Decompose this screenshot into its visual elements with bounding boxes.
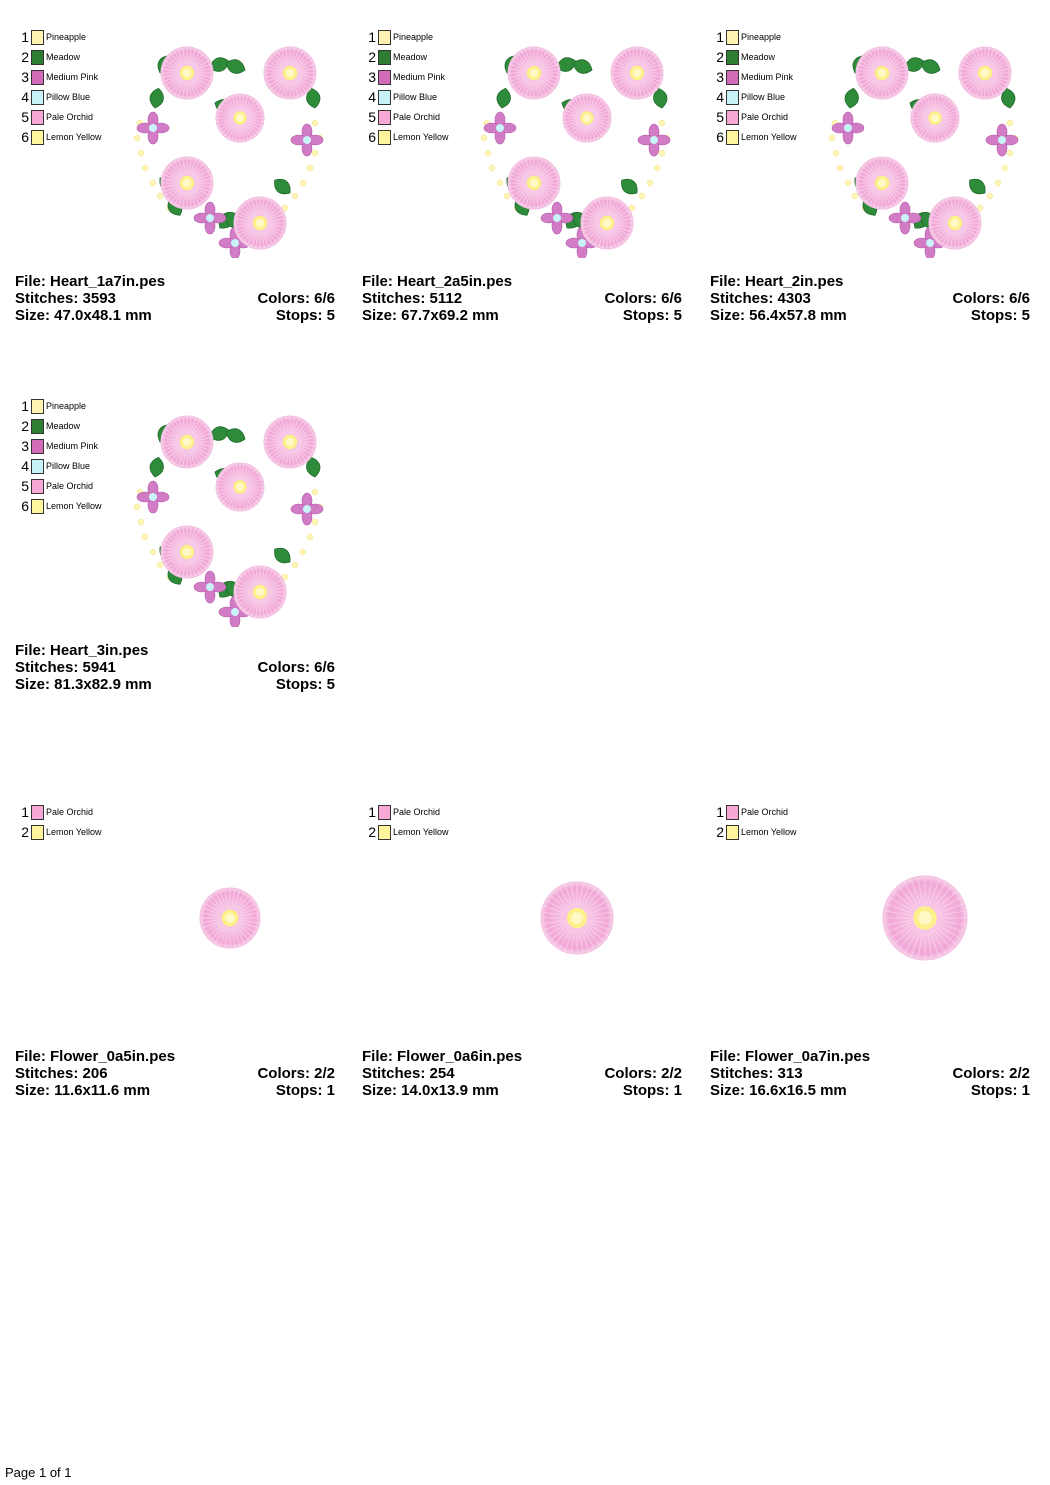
color-swatch [378, 825, 391, 840]
legend-number: 1 [368, 804, 376, 820]
bead-dot [504, 193, 510, 199]
bead-dot [647, 180, 653, 186]
bead-dot [307, 165, 313, 171]
stitch-count: Stitches: 254 [362, 1065, 455, 1082]
legend-color-name: Pale Orchid [393, 807, 441, 817]
color-count: Colors: 2/2 [604, 1065, 682, 1082]
color-count: Colors: 6/6 [257, 290, 335, 307]
design-size: Size: 56.4x57.8 mm [710, 307, 847, 324]
pink-flower [611, 47, 663, 99]
pink-flower [234, 197, 286, 249]
stop-count: Stops: 5 [275, 307, 335, 324]
color-swatch [31, 419, 44, 434]
legend-color-name: Lemon Yellow [46, 827, 102, 837]
color-swatch [378, 130, 391, 145]
legend-number: 4 [716, 89, 724, 105]
legend-color-name: Lemon Yellow [46, 501, 102, 511]
pink-flower [200, 888, 260, 948]
color-swatch [31, 110, 44, 125]
legend-number: 6 [21, 129, 29, 145]
stop-count: Stops: 5 [275, 676, 335, 693]
bead-dot [142, 534, 148, 540]
small-purple-flower [832, 112, 864, 144]
flower-design [810, 803, 1040, 1033]
color-count: Colors: 2/2 [952, 1065, 1030, 1082]
bead-dot [134, 135, 140, 141]
legend-color-name: Medium Pink [46, 72, 99, 82]
pink-flower [959, 47, 1011, 99]
color-swatch [726, 90, 739, 105]
pink-flower [929, 197, 981, 249]
legend-color-name: Pale Orchid [46, 481, 94, 491]
legend-number: 4 [21, 89, 29, 105]
pink-flower [234, 566, 286, 618]
stop-count: Stops: 5 [622, 307, 682, 324]
legend-color-name: Pale Orchid [46, 112, 94, 122]
legend-color-name: Lemon Yellow [741, 827, 797, 837]
legend-number: 1 [21, 29, 29, 45]
pink-flower [883, 876, 967, 960]
legend-number: 4 [368, 89, 376, 105]
design-info [710, 273, 1030, 324]
legend-color-name: Lemon Yellow [393, 132, 449, 142]
small-purple-flower [137, 481, 169, 513]
design-size: Size: 11.6x11.6 mm [15, 1082, 151, 1099]
legend-number: 2 [21, 49, 29, 65]
design-size: Size: 47.0x48.1 mm [15, 307, 152, 324]
bead-dot [138, 150, 144, 156]
leaf-icon [843, 87, 860, 109]
pink-flower [856, 157, 908, 209]
legend-color-name: Meadow [741, 52, 776, 62]
bead-dot [292, 193, 298, 199]
small-purple-flower [638, 124, 670, 156]
color-count: Colors: 2/2 [257, 1065, 335, 1082]
color-swatch [31, 439, 44, 454]
stitch-count: Stitches: 313 [710, 1065, 803, 1082]
color-swatch [31, 90, 44, 105]
file-name: File: Heart_1a7in.pes [15, 273, 166, 290]
legend-number: 4 [21, 458, 29, 474]
legend-number: 6 [716, 129, 724, 145]
color-count: Colors: 6/6 [257, 659, 335, 676]
color-swatch [378, 70, 391, 85]
bead-dot [292, 562, 298, 568]
legend-color-name: Pale Orchid [741, 112, 789, 122]
page-number: Page 1 of 1 [5, 1465, 72, 1480]
color-count: Colors: 6/6 [952, 290, 1030, 307]
heart-wreath-design [115, 28, 345, 258]
legend-color-name: Pale Orchid [741, 807, 789, 817]
legend-color-name: Meadow [46, 52, 81, 62]
design-size: Size: 16.6x16.5 mm [710, 1082, 847, 1099]
legend-number: 2 [21, 418, 29, 434]
legend-color-name: Pineapple [741, 32, 782, 42]
pink-flower [161, 416, 213, 468]
bead-dot [142, 165, 148, 171]
bead-dot [312, 519, 318, 525]
legend-color-name: Pillow Blue [393, 92, 438, 102]
legend-number: 2 [21, 824, 29, 840]
color-swatch [726, 805, 739, 820]
leaf-icon [270, 544, 294, 567]
bead-dot [659, 150, 665, 156]
design-card-4 [15, 397, 345, 737]
bead-dot [829, 135, 835, 141]
bead-dot [157, 562, 163, 568]
design-size: Size: 81.3x82.9 mm [15, 676, 152, 693]
pink-flower [563, 94, 611, 142]
legend-number: 5 [21, 109, 29, 125]
bead-dot [995, 180, 1001, 186]
legend-number: 3 [21, 438, 29, 454]
design-card-5 [15, 803, 345, 1143]
pink-flower [264, 47, 316, 99]
legend-number: 3 [368, 69, 376, 85]
bead-dot [837, 165, 843, 171]
bead-dot [481, 135, 487, 141]
leaf-icon [495, 87, 512, 109]
bead-dot [138, 519, 144, 525]
pink-flower [911, 94, 959, 142]
pink-flower [264, 416, 316, 468]
file-name: File: Heart_2a5in.pes [362, 273, 513, 290]
bead-dot [307, 534, 313, 540]
design-card-3 [710, 28, 1040, 368]
small-purple-flower [889, 202, 921, 234]
bead-dot [150, 180, 156, 186]
color-swatch [726, 825, 739, 840]
color-swatch [31, 459, 44, 474]
design-info [362, 273, 682, 324]
bead-dot [654, 165, 660, 171]
small-purple-flower [484, 112, 516, 144]
small-purple-flower [291, 124, 323, 156]
stitch-count: Stitches: 5112 [362, 290, 463, 307]
stop-count: Stops: 1 [622, 1082, 682, 1099]
color-swatch [31, 479, 44, 494]
stop-count: Stops: 1 [275, 1082, 335, 1099]
legend-color-name: Lemon Yellow [46, 132, 102, 142]
pink-flower [508, 47, 560, 99]
bead-dot [150, 549, 156, 555]
pink-flower [856, 47, 908, 99]
design-size: Size: 67.7x69.2 mm [362, 307, 499, 324]
design-info [362, 1048, 682, 1099]
legend-color-name: Medium Pink [741, 72, 794, 82]
bead-dot [1007, 120, 1013, 126]
bead-dot [833, 150, 839, 156]
bead-dot [485, 150, 491, 156]
legend-number: 3 [716, 69, 724, 85]
stitch-count: Stitches: 3593 [15, 290, 116, 307]
bead-dot [134, 504, 140, 510]
color-swatch [378, 805, 391, 820]
color-swatch [31, 805, 44, 820]
color-swatch [31, 499, 44, 514]
heart-wreath-design [115, 397, 345, 627]
small-purple-flower [291, 493, 323, 525]
bead-dot [489, 165, 495, 171]
legend-number: 3 [21, 69, 29, 85]
heart-wreath-design [462, 28, 692, 258]
legend-color-name: Pillow Blue [46, 92, 91, 102]
bead-dot [300, 180, 306, 186]
pink-flower [581, 197, 633, 249]
legend-number: 6 [21, 498, 29, 514]
legend-number: 5 [21, 478, 29, 494]
legend-color-name: Medium Pink [393, 72, 446, 82]
bead-dot [1007, 150, 1013, 156]
pink-flower [161, 526, 213, 578]
legend-color-name: Pillow Blue [741, 92, 786, 102]
bead-dot [157, 193, 163, 199]
design-info [15, 642, 335, 693]
small-purple-flower [194, 202, 226, 234]
design-size: Size: 14.0x13.9 mm [362, 1082, 499, 1099]
color-swatch [378, 50, 391, 65]
legend-color-name: Pineapple [46, 32, 87, 42]
stop-count: Stops: 1 [970, 1082, 1030, 1099]
color-swatch [726, 70, 739, 85]
legend-color-name: Lemon Yellow [741, 132, 797, 142]
bead-dot [312, 489, 318, 495]
legend-number: 1 [368, 29, 376, 45]
pink-flower [161, 157, 213, 209]
color-swatch [726, 110, 739, 125]
legend-number: 2 [368, 49, 376, 65]
color-swatch [31, 70, 44, 85]
small-purple-flower [986, 124, 1018, 156]
color-count: Colors: 6/6 [604, 290, 682, 307]
flower-design [462, 803, 692, 1033]
design-info [15, 1048, 335, 1099]
legend-number: 1 [21, 398, 29, 414]
legend-number: 5 [716, 109, 724, 125]
legend-number: 2 [716, 824, 724, 840]
bead-dot [300, 549, 306, 555]
legend-number: 2 [368, 824, 376, 840]
pink-flower [216, 463, 264, 511]
color-swatch [31, 130, 44, 145]
file-name: File: Flower_0a7in.pes [710, 1048, 871, 1065]
color-swatch [726, 130, 739, 145]
legend-color-name: Pale Orchid [46, 807, 94, 817]
pink-flower [541, 882, 613, 954]
color-swatch [726, 30, 739, 45]
color-swatch [378, 90, 391, 105]
leaf-icon [148, 87, 165, 109]
small-purple-flower [541, 202, 573, 234]
design-card-2 [362, 28, 692, 368]
stitch-count: Stitches: 4303 [710, 290, 811, 307]
bead-dot [845, 180, 851, 186]
design-info [710, 1048, 1030, 1099]
leaf-icon [617, 175, 641, 198]
design-card-6 [362, 803, 692, 1143]
leaf-icon [148, 456, 165, 478]
bead-dot [312, 120, 318, 126]
flower-design [115, 803, 345, 1033]
leaf-icon [965, 175, 989, 198]
legend-color-name: Meadow [393, 52, 428, 62]
stop-count: Stops: 5 [970, 307, 1030, 324]
small-purple-flower [194, 571, 226, 603]
color-swatch [378, 30, 391, 45]
bead-dot [639, 193, 645, 199]
color-swatch [726, 50, 739, 65]
legend-color-name: Pineapple [393, 32, 434, 42]
bead-dot [659, 120, 665, 126]
legend-number: 1 [21, 804, 29, 820]
stitch-count: Stitches: 206 [15, 1065, 108, 1082]
legend-color-name: Pale Orchid [393, 112, 441, 122]
small-purple-flower [137, 112, 169, 144]
legend-number: 5 [368, 109, 376, 125]
pink-flower [508, 157, 560, 209]
legend-number: 2 [716, 49, 724, 65]
file-name: File: Flower_0a5in.pes [15, 1048, 176, 1065]
file-name: File: Heart_3in.pes [15, 642, 149, 659]
design-card-7 [710, 803, 1040, 1143]
legend-color-name: Meadow [46, 421, 81, 431]
bead-dot [1002, 165, 1008, 171]
legend-number: 6 [368, 129, 376, 145]
leaf-icon [270, 175, 294, 198]
heart-wreath-design [810, 28, 1040, 258]
file-name: File: Heart_2in.pes [710, 273, 844, 290]
color-swatch [31, 30, 44, 45]
pink-flower [161, 47, 213, 99]
color-swatch [31, 50, 44, 65]
legend-color-name: Pillow Blue [46, 461, 91, 471]
color-swatch [378, 110, 391, 125]
pink-flower [216, 94, 264, 142]
bead-dot [852, 193, 858, 199]
color-swatch [31, 399, 44, 414]
legend-number: 1 [716, 804, 724, 820]
legend-color-name: Lemon Yellow [393, 827, 449, 837]
legend-number: 1 [716, 29, 724, 45]
bead-dot [497, 180, 503, 186]
legend-color-name: Medium Pink [46, 441, 99, 451]
color-swatch [31, 825, 44, 840]
stitch-count: Stitches: 5941 [15, 659, 116, 676]
design-card-1 [15, 28, 345, 368]
design-info [15, 273, 335, 324]
bead-dot [312, 150, 318, 156]
bead-dot [987, 193, 993, 199]
legend-color-name: Pineapple [46, 401, 87, 411]
file-name: File: Flower_0a6in.pes [362, 1048, 523, 1065]
